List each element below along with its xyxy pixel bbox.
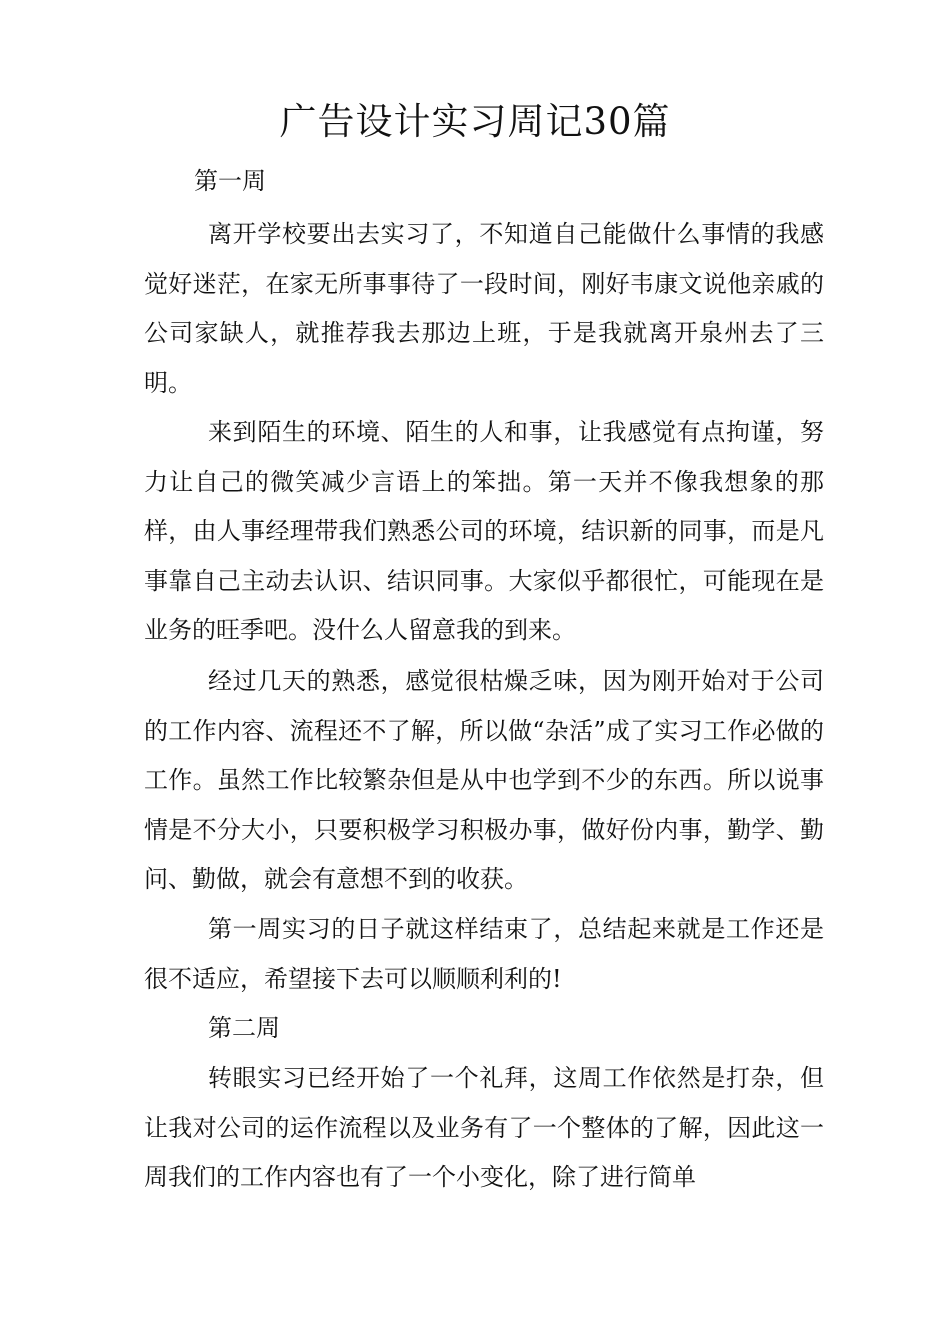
- paragraph: 转眼实习已经开始了一个礼拜，这周工作依然是打杂，但让我对公司的运作流程以及业务有了一个整体的了解，因此这一周我们的工作内容也有了一个小变化，除了进行简单: [144, 1064, 824, 1191]
- section-heading-week-2: 第二周: [208, 1014, 280, 1042]
- paragraph: 来到陌生的环境、陌生的人和事，让我感觉有点拘谨，努力让自己的微笑减少言语上的笨拙。第一天并不像我想象的那样，由人事经理带我们熟悉公司的环境，结识新的同事，而是凡事靠自己主动去认识、结识同事。大家似乎都很忙，可能现在是业务的旺季吧。没什么人留意我的到来。: [144, 418, 824, 644]
- document-title: 广告设计实习周记30篇: [279, 100, 671, 143]
- paragraph: 第一周实习的日子就这样结束了，总结起来就是工作还是很不适应，希望接下去可以顺顺利利的!: [144, 915, 824, 993]
- paragraph: 离开学校要出去实习了，不知道自己能做什么事情的我感觉好迷茫，在家无所事事待了一段时间，刚好韦康文说他亲戚的公司家缺人，就推荐我去那边上班，于是我就离开泉州去了三明。: [144, 220, 824, 397]
- section-heading-week-1: 第一周: [194, 167, 266, 195]
- paragraph: 经过几天的熟悉，感觉很枯燥乏味，因为刚开始对于公司的工作内容、流程还不了解，所以做“杂活”成了实习工作必做的工作。虽然工作比较繁杂但是从中也学到不少的东西。所以说事情是不分大小，只要积极学习积极办事，做好份内事，勤学、勤问、勤做，就会有意想不到的收获。: [144, 667, 824, 893]
